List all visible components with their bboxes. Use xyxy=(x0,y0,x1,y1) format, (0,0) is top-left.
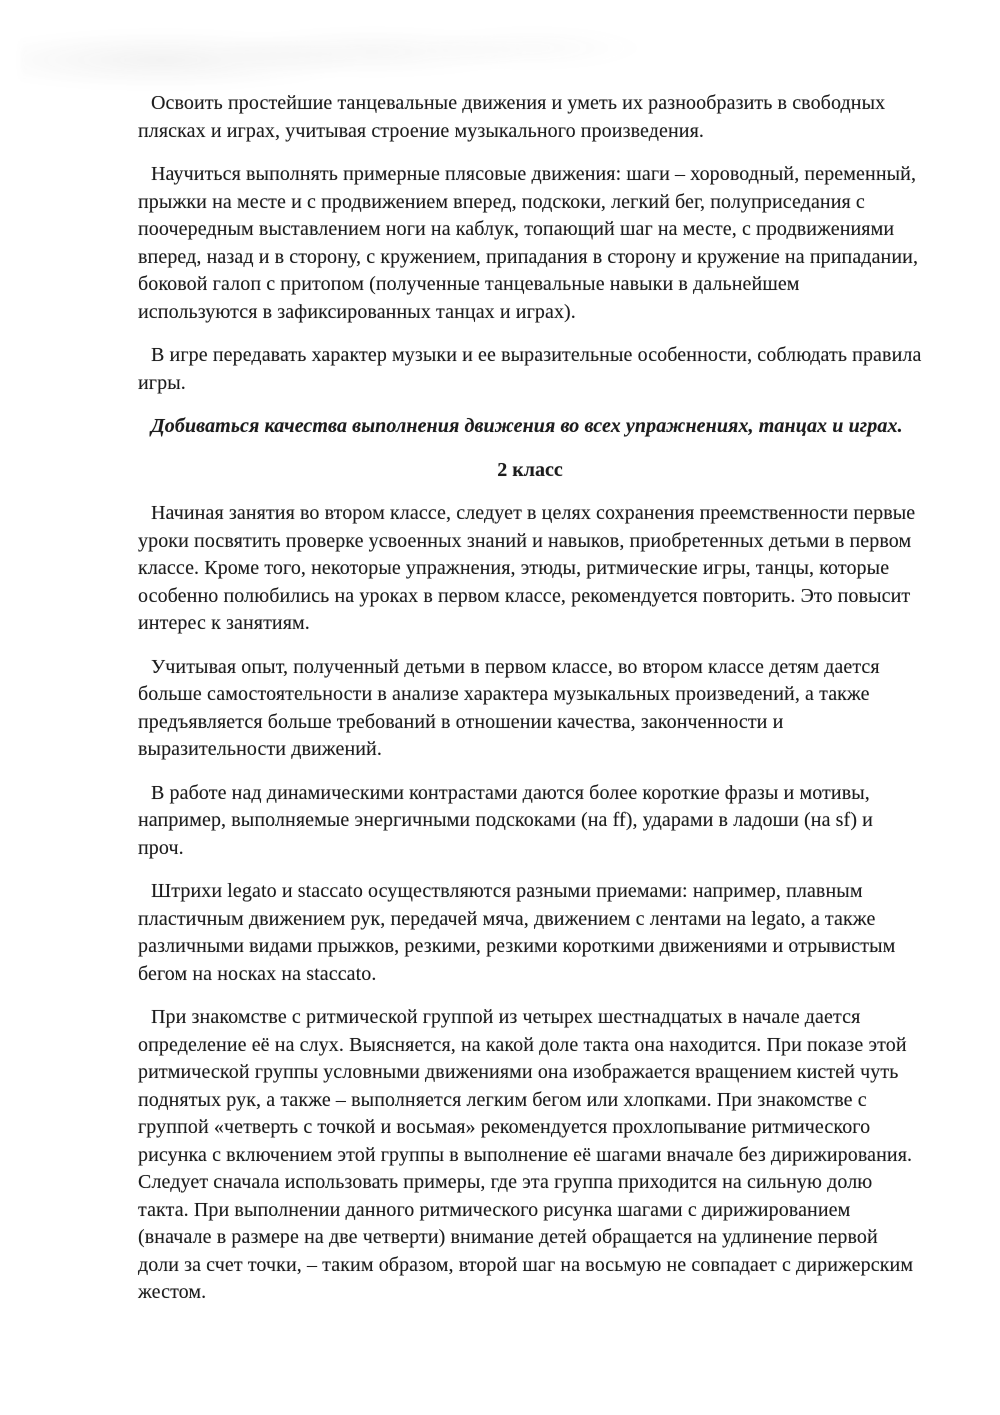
grade-2-heading: 2 класс xyxy=(497,458,563,481)
paragraph-dance-steps-list: Научиться выполнять примерные плясовые движения: шаги – хороводный, переменный, прыжки на месте и с продвижением вперед, подскоки, легкий бег, полуприседания с поочередным выставлением ноги на каблук, топающий шаг на месте, с продвижениями вперед, назад и в сторону, с кружением, припадания в сторону и кружение на припадании, боковой галоп с притопом (полученные танцевальные навыки в дальнейшем используются в зафиксированных танцах и играх). xyxy=(138,163,919,323)
paragraph-second-grade-start: Начиная занятия во втором классе, следует в целях сохранения преемственности первые уроки посвятить проверке усвоенных знаний и навыков, приобретенных детьми в первом классе. Кроме того, некоторые упражнения, этюды, ритмические игры, танцы, которые особенно полюбились на уроках в первом классе, рекомендуется повторить. Это повысит интерес к занятиям. xyxy=(138,502,916,634)
paragraph-quality-emphasis: Добиваться качества выполнения движения во всех упражнениях, танцах и играх. xyxy=(151,415,903,437)
paragraph-dance-moves-intro: Освоить простейшие танцевальные движения и уметь их разнообразить в свободных плясках и играх, учитывая строение музыкального произведения. xyxy=(138,92,886,142)
paragraph-legato-staccato: Штрихи legato и staccato осуществляются разными приемами: например, плавным пластичным движением рук, передачей мяча, движением с лентами на legato, а также различными видами прыжков, резкими, резкими короткими движениями и отрывистым бегом на носках на staccato. xyxy=(138,880,896,985)
paragraph-game-character: В игре передавать характер музыки и ее выразительные особенности, соблюдать правила игры. xyxy=(138,344,922,394)
scan-noise-artifact xyxy=(20,8,660,88)
paragraph-rhythmic-group: При знакомстве с ритмической группой из четырех шестнадцатых в начале дается определение её на слух. Выясняется, на какой доле такта она находится. При показе этой ритмической группы условными движениями она изображается вращением кистей чуть поднятых рук, а также – выполняется легким бегом или хлопками. При знакомстве с группой «четверть с точкой и восьмая» рекомендуется прохлопывание ритмического рисунка с включением этой группы в выполнение её шагами вначале без дирижирования. Следует сначала использовать примеры, где эта группа приходится на сильную долю такта. При выполнении данного ритмического рисунка шагами с дирижированием (вначале в размере на две четверти) внимание детей обращается на удлинение первой доли за счет точки, – таким образом, второй шаг на восьмую не совпадает с дирижерским жестом. xyxy=(138,1006,914,1303)
paragraph-experience-first-grade: Учитывая опыт, полученный детьми в первом классе, во втором классе детям дается больше самостоятельности в анализе характера музыкальных произведений, а также предъявляется больше требований в отношении качества, законченности и выразительности движений. xyxy=(138,655,880,760)
paragraph-dynamic-contrasts: В работе над динамическими контрастами даются более короткие фразы и мотивы, например, выполняемые энергичными подскоками (на ff), ударами в ладоши (на sf) и проч. xyxy=(138,781,873,859)
page-content xyxy=(138,90,922,1323)
